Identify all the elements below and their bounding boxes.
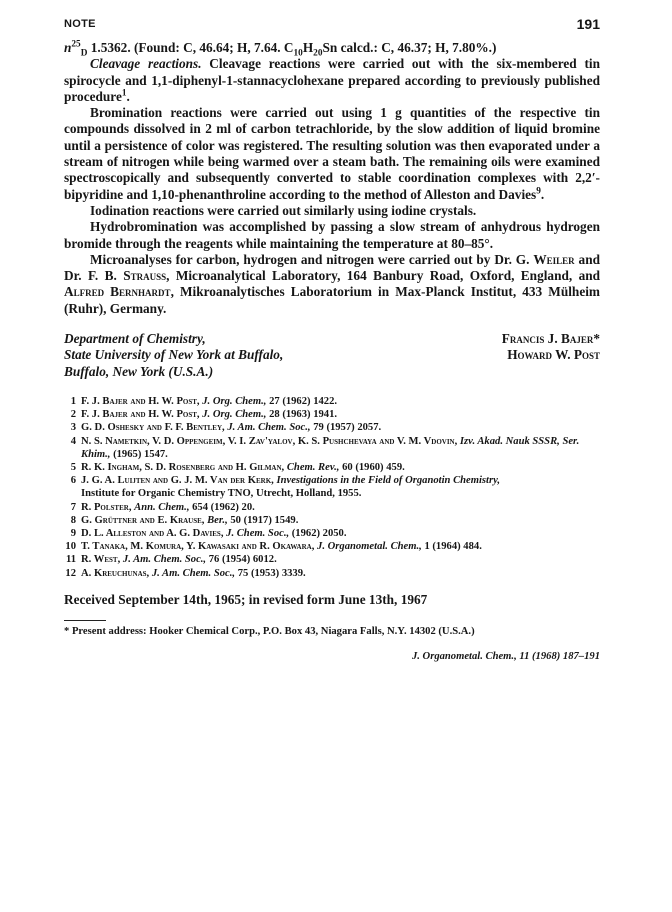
paragraph-analysis: $n^{25}_D$ 1.5362. (Found: C, 46.64; H, 7.64. $C_{10}H_{20}Sn$ calcd.: C, 46.37; H, 7.80%.): [64, 39, 497, 59]
reference-item: [64, 553, 600, 566]
department-address: Department of Chemistry, State University of New York at Buffalo, Buffalo, New York (U.S.A.): [64, 331, 284, 379]
reference-text: G. Grüttner and E. Krause, Ber., 50 (1917) 1549.: [81, 514, 299, 526]
reference-item: [64, 421, 600, 434]
reference-text: T. Tanaka, M. Komura, Y. Kawasaki and R. Okawara, J. Organometal. Chem., 1 (1964) 484.: [81, 541, 482, 553]
reference-text: R. K. Ingham, S. D. Rosenberg and H. Gilman, Chem. Rev., 60 (1960) 459.: [81, 462, 405, 474]
reference-text: D. L. Alleston and A. G. Davies, J. Chem. Soc., (1962) 2050.: [81, 528, 347, 540]
reference-item: [64, 395, 600, 408]
cleavage-heading: Cleavage reactions.: [90, 56, 202, 72]
reference-number: 9: [70, 528, 76, 540]
footnote: * Present address: Hooker Chemical Corp., P.O. Box 43, Niagara Falls, N.Y. 14302 (U.S.A.): [64, 625, 475, 637]
reference-text: R. West, J. Am. Chem. Soc., 76 (1954) 6012.: [81, 554, 277, 566]
reference-item: [64, 567, 600, 580]
reference-number: 7: [70, 501, 76, 513]
paragraph-bromination: Bromination reactions were carried out using 1 g quantities of the respective tin compounds dissolved in 2 ml of carbon tetrachloride, by the slow addition of liquid bromine until a persistence of color was registered. The resulting solution was then evaporated under a stream of nitrogen while being warmed over a steam bath. The remaining oils were examined spectroscopically and subsequently converted to stable coordination complexes with 2,2′-bipyridine and 1,10-phenanthroline according to the method of Alleston and Davies$^9$.: [64, 105, 600, 202]
received-date: Received September 14th, 1965; in revised form June 13th, 1967: [64, 591, 428, 607]
reference-item: [64, 501, 600, 514]
reference-number: 6: [70, 475, 76, 487]
reference-text: F. J. Bajer and H. W. Post, J. Org. Chem., 28 (1963) 1941.: [81, 409, 338, 421]
paragraph-hydrobromination: Hydrobromination was accomplished by passing a slow stream of anhydrous hydrogen bromide through the reagents while maintaining the temperature at 80–85°.: [64, 219, 600, 251]
reference-number: 12: [65, 567, 76, 579]
reference-number: 4: [70, 435, 76, 447]
reference-text: R. Polster, Ann. Chem., 654 (1962) 20.: [81, 501, 255, 513]
journal-citation: J. Organometal. Chem., 11 (1968) 187–191: [411, 650, 600, 662]
reference-number: 5: [70, 462, 76, 474]
reference-number: 1: [70, 396, 76, 408]
author-names: Francis J. Bajer* Howard W. Post: [501, 331, 600, 363]
acknowledgment: Microanalyses for carbon, hydrogen and nitrogen were carried out by Dr. G. Weiler and Dr. F. B. Strauss, Microanalytical Laboratory, 164 Banbury Road, Oxford, England, and Alfred Bernhardt, Mikroanalytisches Laboratorium in Max-Planck Institut, 433 Mülheim (Ruhr), Germany.: [64, 251, 601, 316]
reference-text: J. G. A. Luijten and G. J. M. Van der Kerk, Investigations in the Field of Organotin Chemistry, Institute for Organic Chemistry TNO, Utrecht, Holland, 1955.: [81, 475, 501, 500]
affiliation-block: [64, 331, 600, 387]
section-label: NOTE: [64, 18, 96, 30]
journal-page: [64, 18, 600, 662]
reference-text: G. D. Oshesky and F. F. Bentley, J. Am. Chem. Soc., 79 (1957) 2057.: [81, 422, 382, 434]
reference-text: A. Kreuchunas, J. Am. Chem. Soc., 75 (1953) 3339.: [81, 567, 306, 579]
page-number: 191: [576, 16, 600, 32]
reference-number: 11: [65, 554, 76, 566]
running-header: [64, 18, 600, 38]
reference-item: [64, 514, 600, 527]
reference-item: [64, 461, 600, 474]
reference-number: 3: [70, 422, 76, 434]
reference-number: 2: [70, 409, 76, 421]
reference-item: [64, 540, 600, 553]
paragraph-iodination: Iodination reactions were carried out similarly using iodine crystals.: [90, 202, 477, 218]
reference-item: [64, 527, 600, 540]
reference-text: F. J. Bajer and H. W. Post, J. Org. Chem., 27 (1962) 1422.: [81, 396, 338, 408]
reference-list: [64, 395, 600, 580]
reference-text: N. S. Nametkin, V. D. Oppengeim, V. I. Zav'yalov, K. S. Pushchevaya and V. M. Vdovin, Izv. Akad. Nauk SSSR, Ser. Khim., (1965) 1547.: [81, 435, 580, 460]
paragraph-cleavage: Cleavage reactions. Cleavage reactions were carried out with the six-membered tin spirocycle and 1,1-diphenyl-1-stannacyclohexane prepared according to previously published procedure$^1$.: [64, 56, 600, 104]
footnote-divider: [64, 620, 106, 621]
reference-item: [64, 435, 600, 461]
body-text: [64, 40, 600, 317]
reference-item: [64, 408, 600, 421]
reference-number: 10: [65, 541, 76, 553]
reference-item: [64, 474, 600, 500]
reference-number: 8: [70, 514, 76, 526]
